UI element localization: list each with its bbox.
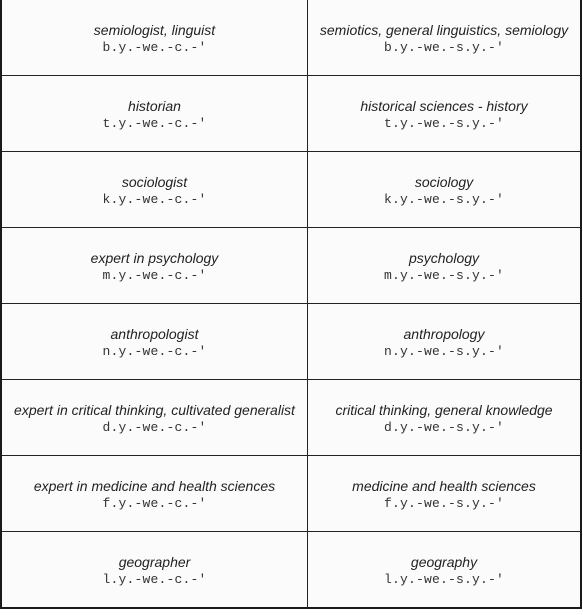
practitioner-code: b.y.-we.-c.-': [102, 40, 207, 55]
field-cell: [308, 152, 582, 227]
practitioner-term: expert in critical thinking, cultivated generalist: [14, 402, 295, 418]
field-cell: [308, 380, 582, 455]
field-cell: [308, 76, 582, 151]
table-row: [2, 380, 582, 456]
field-cell: [308, 228, 582, 303]
practitioner-term: historian: [128, 98, 181, 114]
practitioner-code: m.y.-we.-c.-': [102, 268, 207, 283]
field-cell: [308, 456, 582, 531]
practitioner-term: sociologist: [121, 174, 188, 190]
field-code: l.y.-we.-s.y.-': [383, 572, 505, 587]
practitioner-code: t.y.-we.-c.-': [102, 116, 207, 131]
table-row: [2, 76, 582, 152]
field-term: medicine and health sciences: [352, 478, 536, 494]
practitioner-term: anthropologist: [110, 326, 199, 342]
table-row: [2, 304, 582, 380]
table-row: [2, 456, 582, 532]
field-term: psychology: [408, 250, 480, 266]
practitioner-cell: [2, 532, 308, 607]
field-cell: [308, 532, 582, 607]
field-code: b.y.-we.-s.y.-': [383, 40, 505, 55]
practitioner-cell: [2, 152, 308, 227]
practitioner-cell: [2, 304, 308, 379]
field-cell: [308, 0, 582, 75]
practitioner-term: geographer: [118, 554, 191, 570]
practitioner-code: k.y.-we.-c.-': [102, 192, 207, 207]
practitioner-code: n.y.-we.-c.-': [102, 344, 207, 359]
practitioner-cell: [2, 380, 308, 455]
field-code: m.y.-we.-s.y.-': [383, 268, 505, 283]
practitioner-term: expert in medicine and health sciences: [33, 478, 276, 494]
field-cell: [308, 304, 582, 379]
practitioner-cell: [2, 76, 308, 151]
table-row: [2, 152, 582, 228]
field-term: anthropology: [403, 326, 485, 342]
practitioner-code: l.y.-we.-c.-': [102, 572, 207, 587]
field-term: geography: [410, 554, 478, 570]
practitioner-cell: [2, 228, 308, 303]
field-term: semiotics, general linguistics, semiology: [319, 22, 569, 38]
table-row: [2, 0, 582, 76]
field-code: n.y.-we.-s.y.-': [383, 344, 505, 359]
field-term: critical thinking, general knowledge: [335, 402, 553, 418]
field-term: sociology: [414, 174, 474, 190]
practitioner-code: d.y.-we.-c.-': [102, 420, 207, 435]
practitioner-cell: [2, 456, 308, 531]
field-term: historical sciences - history: [360, 98, 528, 114]
practitioner-code: f.y.-we.-c.-': [102, 496, 207, 511]
field-code: t.y.-we.-s.y.-': [383, 116, 505, 131]
practitioner-term: expert in psychology: [90, 250, 219, 266]
field-code: k.y.-we.-s.y.-': [383, 192, 505, 207]
table-row: [2, 228, 582, 304]
practitioner-cell: [2, 0, 308, 75]
field-code: d.y.-we.-s.y.-': [383, 420, 505, 435]
practitioner-term: semiologist, linguist: [93, 22, 216, 38]
table-row: [2, 532, 582, 609]
field-code: f.y.-we.-s.y.-': [383, 496, 505, 511]
